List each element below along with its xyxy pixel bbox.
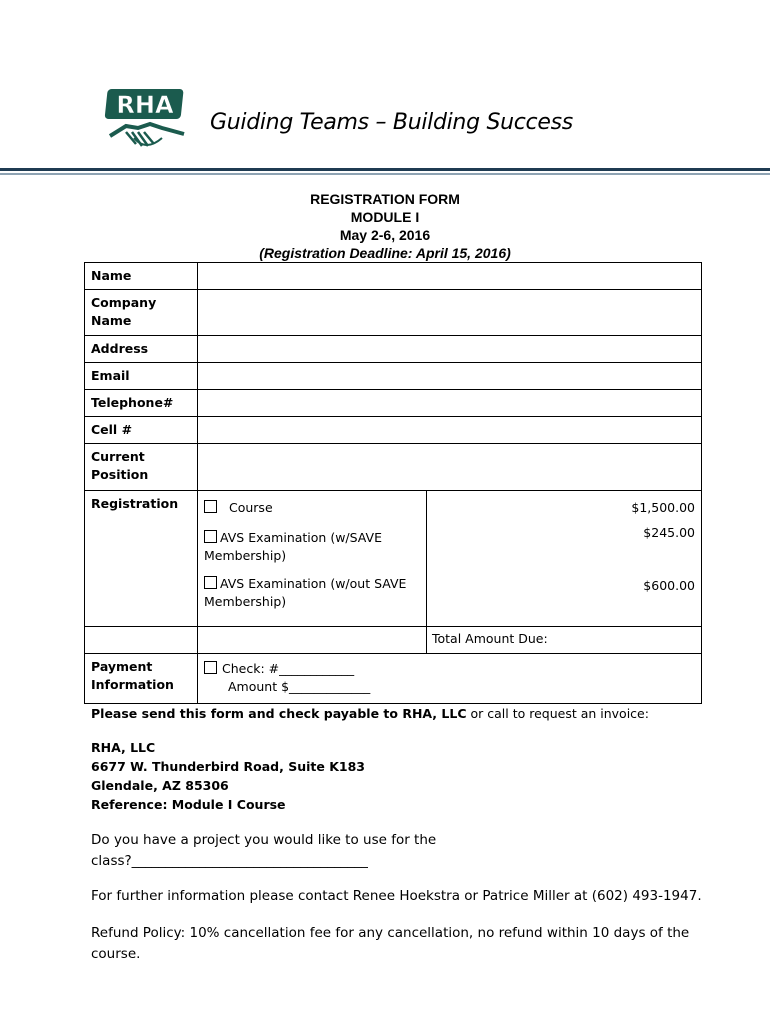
telephone-label: Telephone# bbox=[85, 390, 198, 417]
name-label: Name bbox=[85, 263, 198, 290]
address-line: 6677 W. Thunderbird Road, Suite K183 bbox=[91, 759, 365, 774]
option-label: AVS Examination (w/SAVE Membership) bbox=[204, 530, 382, 563]
email-label: Email bbox=[85, 363, 198, 390]
checkbox-icon[interactable] bbox=[204, 576, 217, 589]
tagline: Guiding Teams – Building Success bbox=[210, 110, 573, 135]
empty-cell bbox=[85, 627, 198, 654]
contact-info: For further information please contact Renee Hoekstra or Patrice Miller at (602) 493-1947. bbox=[91, 888, 702, 904]
instructions-rest: or call to request an invoice: bbox=[466, 706, 649, 721]
current-position-field[interactable] bbox=[198, 444, 702, 491]
avs-nosave-price: $600.00 bbox=[643, 578, 695, 593]
table-row bbox=[85, 390, 702, 417]
option-label: Course bbox=[229, 500, 273, 515]
total-amount-due[interactable] bbox=[427, 627, 702, 654]
amount-field[interactable]: Amount $_____________ bbox=[228, 679, 371, 694]
rha-logo bbox=[104, 86, 190, 158]
refund-policy bbox=[91, 923, 689, 965]
header-rule-light bbox=[0, 173, 770, 175]
avs-save-price: $245.00 bbox=[643, 525, 695, 540]
avs-nosave-option[interactable] bbox=[204, 575, 420, 611]
company-name-field[interactable] bbox=[198, 290, 702, 336]
instructions bbox=[91, 706, 649, 721]
logo-text: RHA bbox=[116, 91, 174, 119]
payment-fields bbox=[198, 654, 702, 704]
payment-information-label: Payment Information bbox=[85, 654, 198, 704]
registration-deadline: (Registration Deadline: April 15, 2016) bbox=[259, 245, 511, 261]
cell-label: Cell # bbox=[85, 417, 198, 444]
address-line: Glendale, AZ 85306 bbox=[91, 778, 229, 793]
table-row bbox=[85, 417, 702, 444]
form-heading bbox=[0, 190, 770, 262]
address-field[interactable] bbox=[198, 336, 702, 363]
check-option[interactable] bbox=[204, 660, 695, 678]
registration-row bbox=[85, 491, 702, 627]
table-row bbox=[85, 263, 702, 290]
table-row bbox=[85, 336, 702, 363]
avs-save-option[interactable] bbox=[204, 529, 420, 575]
table-row bbox=[85, 363, 702, 390]
event-dates: May 2-6, 2016 bbox=[339, 227, 431, 243]
address-label: Address bbox=[85, 336, 198, 363]
mailing-address bbox=[91, 738, 365, 814]
address-line: Reference: Module I Course bbox=[91, 797, 286, 812]
refund-line: Refund Policy: 10% cancellation fee for any cancellation, no refund within 10 days of the bbox=[91, 925, 690, 941]
module-title: MODULE I bbox=[350, 209, 420, 225]
project-question-line: Do you have a project you would like to use for the bbox=[91, 832, 437, 848]
registration-table bbox=[84, 262, 702, 704]
total-row bbox=[85, 627, 702, 654]
table-row bbox=[85, 444, 702, 491]
project-question bbox=[91, 830, 436, 872]
refund-line: course. bbox=[91, 946, 141, 962]
check-number-field[interactable]: Check: #____________ bbox=[222, 661, 355, 676]
empty-cell bbox=[198, 627, 427, 654]
checkbox-icon[interactable] bbox=[204, 500, 217, 513]
telephone-field[interactable] bbox=[198, 390, 702, 417]
address-line: RHA, LLC bbox=[91, 740, 156, 755]
current-position-label: Current Position bbox=[85, 444, 198, 491]
instructions-bold: Please send this form and check payable to RHA, LLC bbox=[91, 706, 467, 721]
course-price: $1,500.00 bbox=[631, 500, 695, 515]
total-label: Total Amount Due: bbox=[432, 631, 548, 646]
registration-prices bbox=[427, 491, 702, 627]
header-rule bbox=[0, 168, 770, 171]
form-title: REGISTRATION FORM bbox=[310, 191, 460, 207]
table-row bbox=[85, 290, 702, 336]
email-field[interactable] bbox=[198, 363, 702, 390]
name-field[interactable] bbox=[198, 263, 702, 290]
checkbox-icon[interactable] bbox=[204, 530, 217, 543]
payment-row bbox=[85, 654, 702, 704]
registration-options bbox=[198, 491, 427, 627]
handshake-logo-icon bbox=[104, 86, 190, 158]
course-option[interactable] bbox=[204, 499, 420, 529]
option-label: AVS Examination (w/out SAVE Membership) bbox=[204, 576, 407, 609]
cell-field[interactable] bbox=[198, 417, 702, 444]
registration-label: Registration bbox=[85, 491, 198, 627]
checkbox-icon[interactable] bbox=[204, 661, 217, 674]
company-name-label: Company Name bbox=[85, 290, 198, 336]
project-answer-field[interactable]: class?___________________________________ bbox=[91, 853, 368, 869]
